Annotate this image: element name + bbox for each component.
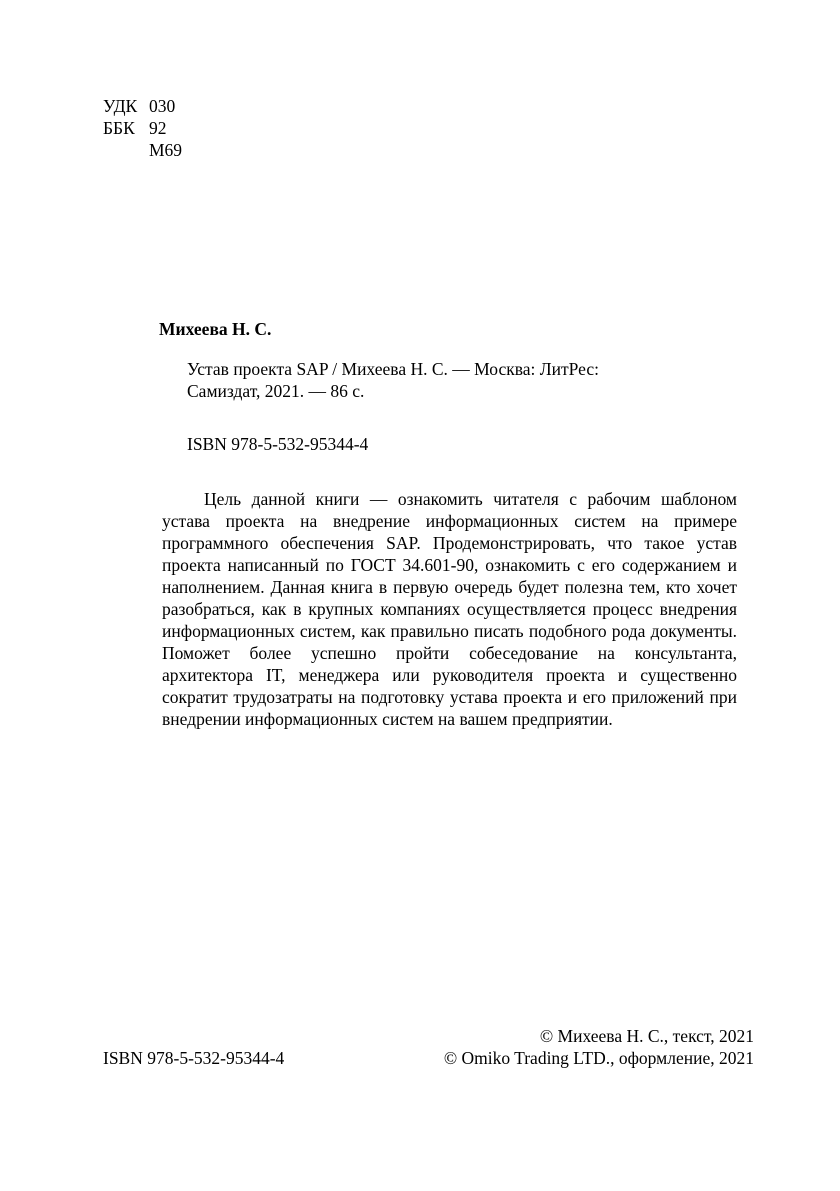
- bbk-value: 92: [149, 118, 167, 138]
- udk-row: [103, 95, 182, 117]
- bbk-label: ББК: [103, 118, 135, 138]
- author-heading: Михеева Н. С.: [159, 319, 272, 339]
- udk-label: УДК: [103, 96, 138, 116]
- bbk-row: [103, 117, 182, 139]
- bibliographic-line-2: Самиздат, 2021. — 86 с.: [187, 381, 365, 401]
- author-mark-row: [103, 139, 182, 161]
- footer-isbn: ISBN 978-5-532-95344-4: [103, 1048, 285, 1068]
- udk-value: 030: [149, 96, 176, 116]
- copyright-block: [444, 1025, 754, 1069]
- isbn: ISBN 978-5-532-95344-4: [187, 434, 369, 454]
- bibliographic-description: [187, 358, 657, 402]
- abstract-paragraph: Цель данной книги — ознакомить читателя с рабочим шаблоном устава проекта на внедрение информационных систем на примере программного обеспечения SAP. Продемонстрировать, что такое устав проекта написанный по ГОСТ 34.601-90, ознакомить с его содержанием и наполнением. Данная книга в первую очередь будет полезна тем, кто хочет разобраться, как в крупных компаниях осуществляется процесс внедрения информационных систем, как правильно писать подобного рода документы. Поможет более успешно пройти собеседование на консультанта, архитектора IT, менеджера или руководителя проекта и существенно сократит трудозатраты на подготовку устава проекта и его приложений при внедрении информационных систем на вашем предприятии.: [162, 489, 737, 729]
- copyright-text: © Михеева Н. С., текст, 2021: [539, 1026, 754, 1046]
- author-mark: М69: [149, 140, 183, 160]
- copyright-design: © Omiko Trading LTD., оформление, 2021: [443, 1048, 754, 1068]
- bibliographic-line-1: Устав проекта SAP / Михеева Н. С. — Москва: ЛитРес:: [187, 359, 599, 379]
- classification-codes: [103, 95, 182, 161]
